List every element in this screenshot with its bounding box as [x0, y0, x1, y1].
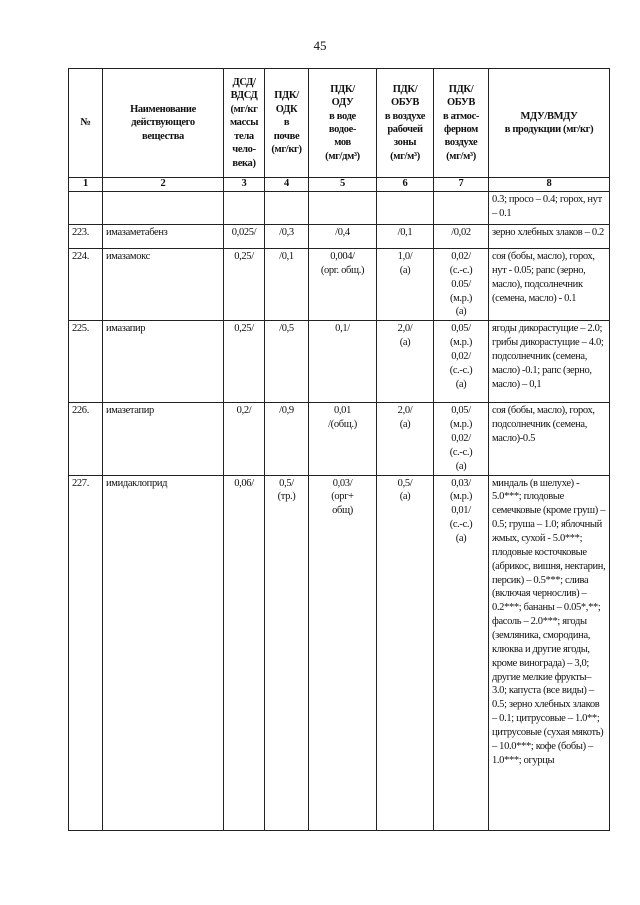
dsd-value: 0,25/: [224, 249, 265, 321]
header-water-pdk: ПДК/ ОДУ в воде водое- мов (мг/дм³): [309, 69, 377, 178]
header-num: №: [69, 69, 103, 178]
row-number: 223.: [69, 225, 103, 249]
column-number: 1: [69, 178, 103, 192]
dsd-value: 0,25/: [224, 321, 265, 403]
column-number: 8: [489, 178, 610, 192]
mdu-value: зерно хлебных злаков – 0.2: [489, 225, 610, 249]
table-row: [69, 475, 610, 830]
header-dsd: ДСД/ ВДСД (мг/кг массы тела чело- века): [224, 69, 265, 178]
row-number: 227.: [69, 475, 103, 830]
header-row: [69, 69, 610, 178]
atm-air-value: 0,02/ (с.-с.) 0.05/ (м.р.) (а): [434, 249, 489, 321]
row-number: 224.: [69, 249, 103, 321]
column-number: 4: [265, 178, 309, 192]
mdu-value: соя (бобы, масло), горох, подсолнечник (семена, масло)-0.5: [489, 403, 610, 475]
water-value: 0,01 /(общ.): [309, 403, 377, 475]
table-row: [69, 249, 610, 321]
column-number-row: [69, 178, 610, 192]
column-number: 2: [103, 178, 224, 192]
row-number: [69, 192, 103, 225]
column-number: 7: [434, 178, 489, 192]
substance-name: имазапир: [103, 321, 224, 403]
mdu-value: 0.3; просо – 0.4; горох, нут – 0.1: [489, 192, 610, 225]
atm-air-value: /0,02: [434, 225, 489, 249]
water-value: 0,004/ (орг. общ.): [309, 249, 377, 321]
header-work-air-pdk: ПДК/ ОБУВ в воздухе рабочей зоны (мг/м³): [377, 69, 434, 178]
pesticide-table: [68, 68, 610, 831]
mdu-value: миндаль (в шелухе) - 5.0***; плодовые семечковые (кроме груш) – 0.5; груша – 1.0; яблочный жмых, сухой - 5.0***; плодовые косточковые (абрикос, вишня, нектарин, персик) – 0.5***; слива (включая чернослив) – 0.2***; бананы – 0.05*,**; фасоль – 2.0***; ягоды (земляника, смородина, клюква и другие ягоды, кроме винограда) – 3,0; другие мелкие фрукты– 3.0; капуста (все виды) – 0.5; зерно хлебных злаков – 0.1; цитрусовые – 1.0**; цитрусовые (сухая мякоть) – 10.0***; кофе (бобы) – 1.0***; огурцы: [489, 475, 610, 830]
soil-value: /0,5: [265, 321, 309, 403]
page-number: 45: [313, 38, 327, 53]
mdu-value: соя (бобы, масло), горох, нут - 0.05; рапс (зерно, масло), подсолнечник (семена, масло) - 0.1: [489, 249, 610, 321]
water-value: 0,03/ (орг+ общ): [309, 475, 377, 830]
dsd-value: 0,025/: [224, 225, 265, 249]
soil-value: [265, 192, 309, 225]
work-air-value: 0,5/ (а): [377, 475, 434, 830]
table-row: [69, 225, 610, 249]
work-air-value: /0,1: [377, 225, 434, 249]
table-row-continuation: [69, 192, 610, 225]
substance-name: имазаметабенз: [103, 225, 224, 249]
dsd-value: [224, 192, 265, 225]
dsd-value: 0,2/: [224, 403, 265, 475]
atm-air-value: 0,03/ (м.р.) 0,01/ (с.-с.) (а): [434, 475, 489, 830]
header-substance-name: Наименование действующего вещества: [103, 69, 224, 178]
atm-air-value: 0,05/ (м.р.) 0,02/ (с.-с.) (а): [434, 403, 489, 475]
soil-value: /0,1: [265, 249, 309, 321]
atm-air-value: [434, 192, 489, 225]
work-air-value: 2,0/ (а): [377, 403, 434, 475]
soil-value: /0,9: [265, 403, 309, 475]
work-air-value: [377, 192, 434, 225]
water-value: /0,4: [309, 225, 377, 249]
soil-value: 0,5/ (тр.): [265, 475, 309, 830]
row-number: 226.: [69, 403, 103, 475]
substance-name: имидаклоприд: [103, 475, 224, 830]
table-row: [69, 403, 610, 475]
header-atm-air-pdk: ПДК/ ОБУВ в атмос- ферном воздухе (мг/м³): [434, 69, 489, 178]
mdu-value: ягоды дикорастущие – 2.0; грибы дикорастущие – 4.0; подсолнечник (семена, масло) -0.1; рапс (зерно, масло) – 0,1: [489, 321, 610, 403]
substance-name: [103, 192, 224, 225]
substance-name: имазамокс: [103, 249, 224, 321]
work-air-value: 2,0/ (а): [377, 321, 434, 403]
column-number: 6: [377, 178, 434, 192]
column-number: 3: [224, 178, 265, 192]
atm-air-value: 0,05/ (м.р.) 0,02/ (с.-с.) (а): [434, 321, 489, 403]
water-value: [309, 192, 377, 225]
header-soil-pdk: ПДК/ ОДК в почве (мг/кг): [265, 69, 309, 178]
table-row: [69, 321, 610, 403]
soil-value: /0,3: [265, 225, 309, 249]
header-mdu: МДУ/ВМДУ в продукции (мг/кг): [489, 69, 610, 178]
water-value: 0,1/: [309, 321, 377, 403]
column-number: 5: [309, 178, 377, 192]
substance-name: имазетапир: [103, 403, 224, 475]
dsd-value: 0,06/: [224, 475, 265, 830]
row-number: 225.: [69, 321, 103, 403]
work-air-value: 1,0/ (а): [377, 249, 434, 321]
